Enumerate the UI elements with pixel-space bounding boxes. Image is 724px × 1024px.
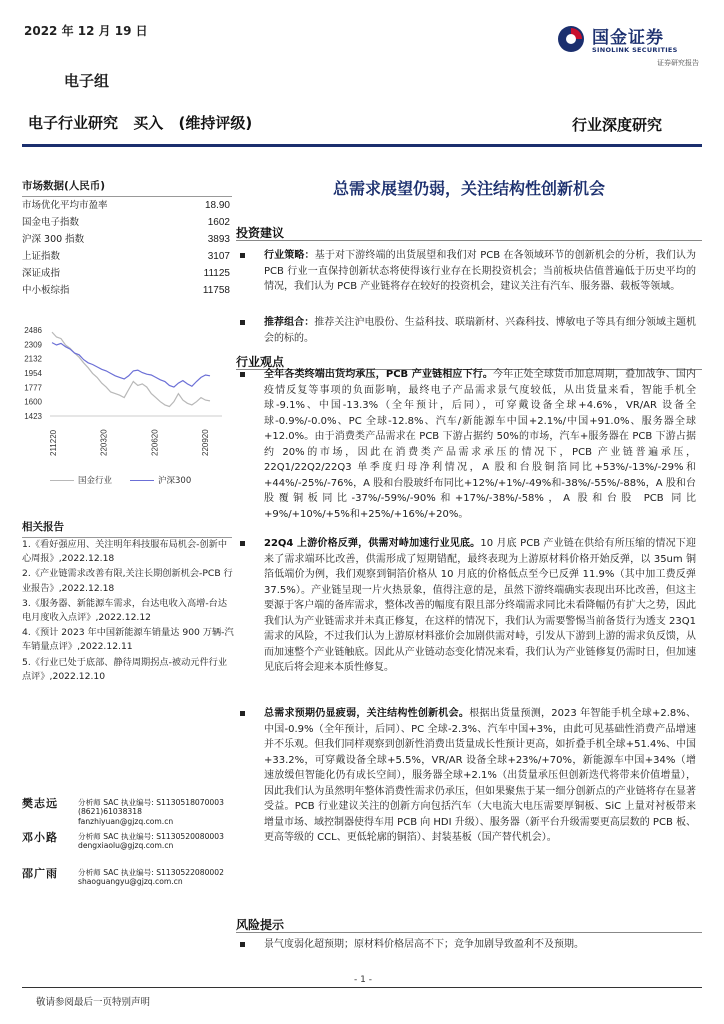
report-type: 行业深度研究 bbox=[572, 116, 663, 134]
bullet-lead: 总需求预期仍显疲弱，关注结构性创新机会。 bbox=[264, 708, 470, 719]
bullet-body: 推荐关注沪电股份、生益科技、联瑞新材、兴森科技、博敏电子等具有细分领域主题机会的标的。 bbox=[264, 317, 697, 344]
section-divider bbox=[236, 240, 702, 241]
research-group: 电子组 bbox=[64, 72, 110, 90]
bullet-square-icon bbox=[240, 942, 245, 947]
header-divider bbox=[22, 144, 702, 147]
bullet-text bbox=[264, 248, 696, 295]
invest-bullet bbox=[244, 315, 696, 346]
bullet-text bbox=[264, 937, 696, 953]
market-value: 3893 bbox=[207, 234, 230, 245]
report-date: 2022 年 12 月 19 日 bbox=[24, 24, 148, 38]
view-bullet bbox=[244, 706, 696, 846]
market-value: 3107 bbox=[207, 251, 230, 262]
bullet-body: 10 月底 PCB 产业链在供给有所压缩的情况下迎来了需求端环比改善，供需形成了短期错配，最终表现为上游原材料价格开始反弹，以 35um 铜箔低端价为例，我们观察到铜箔价格从 10 月底的价格低点至今已反弹 11.9%（其中加工费反弹 37.5%）。产业链呈现一片火热景象，值得注意的是，虽然下游终端确实表现出环比改善，但这主要源于客户端的备库需求，整体改善的幅度有限且部分终端需求同比未看降幅仍有扩大之势，因此我们认为产业链需求并未真正修复，在这样的情况下，我们认为需要警惕当前备货行为透支 23Q1 需求的风险，不过我们认为上游原材料涨价会加剧供需对峙，引发从下游到上游的需求负反馈，从而加速整个产业链触底。因此从产业链动态变化情况来看，我们认为产业链修复仍需时日，但加速见底后将会迎来本质性修复。 bbox=[264, 538, 696, 673]
analyst-card bbox=[22, 829, 262, 859]
bullet-text bbox=[264, 706, 696, 846]
bullet-square-icon bbox=[240, 711, 245, 716]
bullet-square-icon bbox=[240, 372, 245, 377]
company-logo bbox=[556, 20, 706, 72]
legend-item bbox=[130, 474, 191, 486]
headline-rating: 买入 bbox=[133, 114, 164, 132]
analyst-name: 邓小路 bbox=[22, 831, 58, 844]
legend-swatch-icon bbox=[50, 480, 74, 481]
bullet-text bbox=[264, 315, 696, 346]
report-title: 总需求展望仍弱，关注结构性创新机会 bbox=[332, 179, 605, 198]
x-tick-label: 220920 bbox=[201, 429, 210, 456]
index-chart bbox=[22, 320, 232, 492]
invest-bullet bbox=[244, 248, 696, 295]
x-tick-label: 211220 bbox=[49, 429, 58, 456]
bullet-text bbox=[264, 367, 696, 522]
bullet-body: 根据出货量预测，2023 年智能手机全球+2.8%、中国-0.9%（全年预计，后同）、PC 全球-2.3%、汽车中国+3%，由此可见基础性消费产品增速并不乐观。但我们同样观察到创新性消费出货量成长性预计更高，如折叠手机全球+51.4%、中国+33.2%，可穿戴设备全球+5.5%，VR/AR 设备全球+23%/+70%，新能源车中国+34%（增速放缓但智能化仍有成长空间），服务器全球+2.1%（出货量承压但创新迭代将带来价值增量），因此我们认为虽然明年整体消费性需求仍承压，但如果聚焦于某一细分创新点的产业链将存在显著受益。PCB 行业建议关注的创新方向包括汽车（大电流大电压需要厚铜板、SiC 上量对衬板带来增量市场、域控制器使得车用 PCB 向 HDI 升级）、服务器（新平台升级需要更高层数的 PCB 板、更高等级的 CCL、更低轮廓的铜箔）、封装基板（国产替代机会）。 bbox=[264, 708, 697, 843]
related-report-link[interactable]: 3.《服务器、新能源车需求，台达电收入高增-台达电月度收入点评》,2022.12.12 bbox=[22, 597, 228, 624]
market-row bbox=[22, 197, 232, 214]
logo-mark-icon bbox=[556, 24, 586, 54]
view-bullet bbox=[244, 536, 696, 676]
market-row bbox=[22, 265, 232, 282]
legend-label: 沪深300 bbox=[158, 476, 192, 486]
bullet-body: 基于对下游终端的出货展望和我们对 PCB 在各领域环节的创新机会的分析，我们认为 PCB 行业一直保持创新状态将使得该行业存在长期投资机会；当前板块估值普遍低于历史平均的情况，我们认为 PCB 产业链将存在较好的投资机会，建议关注有汽车、服务器、载板等领域。 bbox=[264, 250, 696, 292]
market-data-panel bbox=[22, 178, 232, 299]
bullet-lead: 全年各类终端出货均承压，PCB 产业链相应下行。 bbox=[264, 369, 494, 380]
bullet-lead: 推荐组合： bbox=[264, 317, 315, 328]
bullet-lead: 行业策略： bbox=[264, 250, 315, 261]
market-row bbox=[22, 231, 232, 248]
section-divider bbox=[236, 932, 702, 933]
page-number: - 1 - bbox=[354, 975, 372, 985]
related-reports-title: 相关报告 bbox=[22, 519, 232, 538]
market-row bbox=[22, 282, 232, 299]
footer-divider bbox=[22, 987, 702, 988]
x-tick-label: 220320 bbox=[99, 429, 109, 456]
y-tick-label: 2309 bbox=[24, 340, 42, 350]
analyst-email[interactable]: shaoguangyu@gjzq.com.cn bbox=[78, 877, 183, 886]
logo-subtitle: 证券研究报告 bbox=[657, 59, 699, 67]
headline bbox=[28, 112, 262, 133]
series-line bbox=[52, 332, 210, 406]
related-report-link[interactable]: 5.《行业已处于底部、静待周期拐点-被动元件行业点评》,2022.12.10 bbox=[22, 656, 228, 682]
market-value: 11758 bbox=[202, 285, 230, 296]
market-label: 国金电子指数 bbox=[22, 217, 80, 228]
y-tick-label: 2132 bbox=[24, 354, 42, 364]
market-value: 1602 bbox=[207, 217, 230, 228]
related-reports-list bbox=[22, 538, 234, 685]
series-line bbox=[52, 343, 210, 388]
view-bullet bbox=[244, 367, 696, 522]
bullet-square-icon bbox=[240, 253, 245, 258]
logo-name: 国金证券 bbox=[592, 28, 664, 48]
market-label: 深证成指 bbox=[22, 268, 61, 279]
bullet-body: 景气度弱化超预期；原材料价格居高不下；竞争加剧导致盈利不及预期。 bbox=[264, 939, 584, 950]
analyst-email[interactable]: dengxiaolu@gjzq.com.cn bbox=[78, 841, 174, 850]
related-report-link[interactable]: 2.《产业链需求改善有限,关注长期创新机会-PCB 行业报告》,2022.12.18 bbox=[22, 568, 233, 594]
bullet-square-icon bbox=[240, 320, 245, 325]
analyst-license: 分析师 SAC 执业编号: S1130518070003 bbox=[78, 798, 224, 807]
market-row bbox=[22, 248, 232, 265]
market-data-title: 市场数据(人民币) bbox=[22, 178, 232, 197]
section-title-risk: 风险提示 bbox=[236, 918, 285, 932]
y-tick-label: 2486 bbox=[24, 326, 42, 335]
market-label: 市场优化平均市盈率 bbox=[22, 200, 108, 211]
related-report-link[interactable]: 4.《预计 2023 年中国新能源车销量达 900 万辆-汽车销量点评》,2022.12.11 bbox=[22, 627, 234, 653]
headline-industry: 电子行业研究 bbox=[28, 114, 119, 132]
market-value: 18.90 bbox=[204, 200, 230, 211]
bullet-body: 今年正处全球货币加息周期，叠加战争、国内疫情反复等事项的负面影响，最终电子产品需求景气度较低，从出货量来看，智能手机全球-9.1%、中国-13.3%（全年预计，后同），可穿戴设备全球+4.6%，VR/AR 设备全球-0.9%/-0.0%、PC 全球-12.8%、汽车/新能源车中国+2.1%/中国+91.0%、服务器全球+12.0%。由于消费类产品需求在 PCB 下游占据约 50%的市场，汽车+服务器在 PCB 下游占据约 20%的市场，因此在消费类产品需求承压的情况下，PCB 产业链普遍承压，22Q1/22Q2/22Q3 单季度归母净利情况，A 股和台股铜箔同比+53%/-13%/-29%和+44%/-25%/-76%，A 股和台股玻纤布同比+12%/+1%/-49%和-38%/-55%/-88%，A 股和台股覆铜板同比-37%/-59%/-90%和+17%/-38%/-58%，A 股和台股 PCB 同比+9%/+10%/+5%和+25%/+16%/+20%。 bbox=[264, 369, 697, 520]
index-chart-svg bbox=[22, 320, 232, 470]
risk-bullet bbox=[244, 937, 696, 953]
section-title-view: 行业观点 bbox=[236, 355, 285, 369]
y-tick-label: 1954 bbox=[24, 369, 42, 378]
analyst-card bbox=[22, 865, 262, 895]
market-label: 中小板综指 bbox=[22, 285, 70, 296]
legend-swatch-icon bbox=[130, 480, 154, 481]
bullet-text bbox=[264, 536, 696, 676]
market-value: 11125 bbox=[203, 268, 230, 279]
analyst-phone: (8621)61038318 bbox=[78, 807, 142, 816]
analyst-license: 分析师 SAC 执业编号: S1130522080002 bbox=[78, 868, 224, 877]
market-label: 上证指数 bbox=[22, 251, 61, 262]
bullet-square-icon bbox=[240, 541, 245, 546]
market-row bbox=[22, 214, 232, 231]
analyst-license: 分析师 SAC 执业编号: S1130520080003 bbox=[78, 832, 224, 841]
analyst-name: 樊志远 bbox=[22, 797, 58, 810]
y-tick-label: 1423 bbox=[24, 412, 42, 421]
legend-label: 国金行业 bbox=[78, 476, 113, 486]
x-tick-label: 220620 bbox=[150, 429, 160, 456]
market-label: 沪深 300 指数 bbox=[22, 234, 85, 245]
section-title-invest: 投资建议 bbox=[236, 226, 285, 240]
y-tick-label: 1777 bbox=[24, 383, 42, 393]
bullet-lead: 22Q4 上游价格反弹，供需对峙加速行业见底。 bbox=[264, 538, 481, 549]
analyst-email[interactable]: fanzhiyuan@gjzq.com.cn bbox=[78, 817, 174, 826]
analyst-name: 邵广雨 bbox=[22, 867, 58, 880]
y-tick-label: 1600 bbox=[24, 397, 42, 407]
footer-disclaimer: 敬请参阅最后一页特别声明 bbox=[36, 997, 151, 1008]
related-report-link[interactable]: 1.《看好强应用、关注明年科技服布局机会-创新中心周报》,2022.12.18 bbox=[22, 539, 228, 565]
legend-item bbox=[50, 474, 112, 486]
headline-rating-note: (维持评级) bbox=[178, 114, 253, 132]
logo-name-en: SINOLINK SECURITIES bbox=[592, 46, 678, 54]
